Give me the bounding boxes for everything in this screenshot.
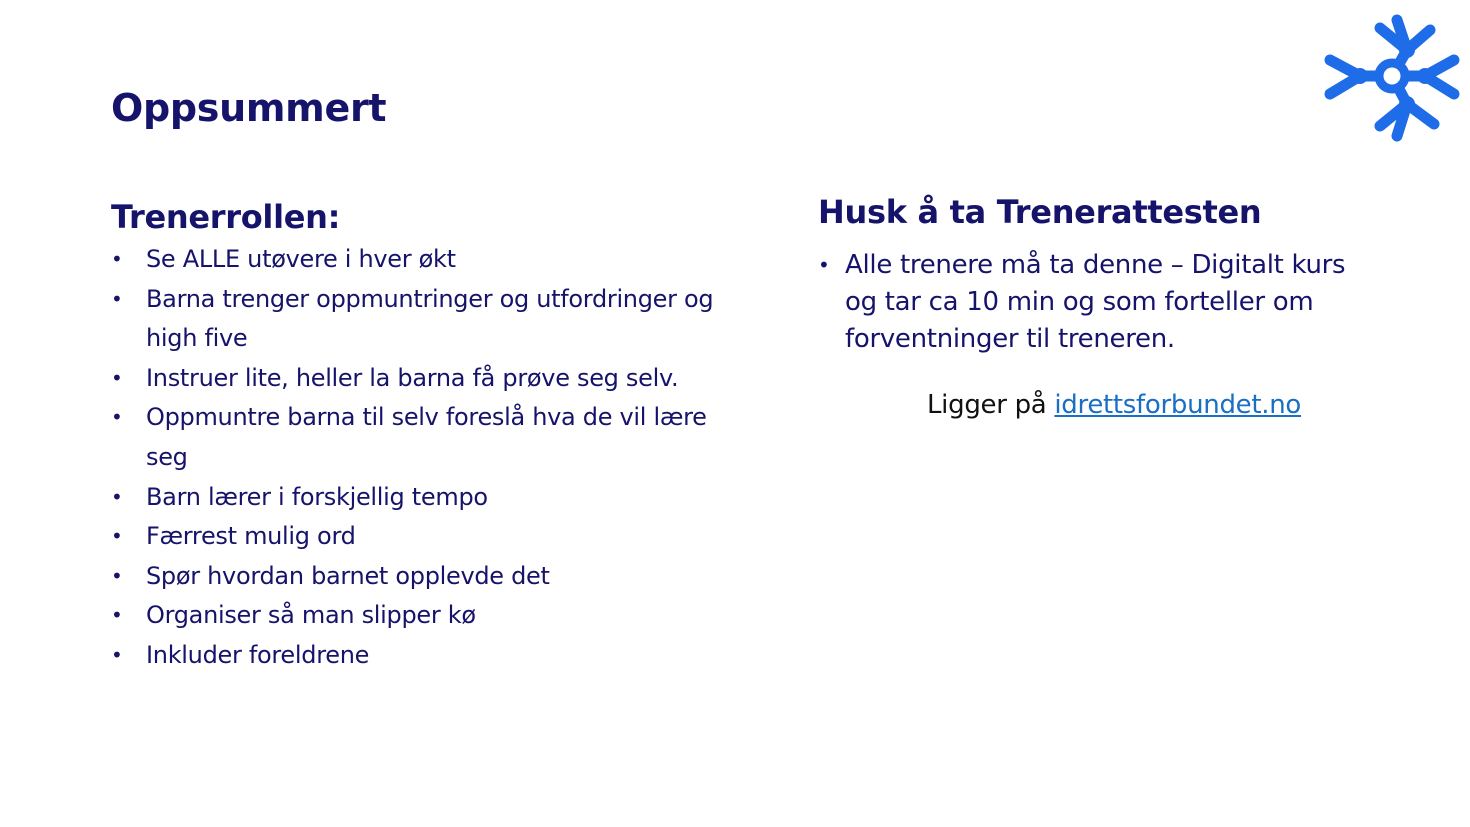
slide-title: Oppsummert: [111, 86, 387, 130]
bullet-icon: •: [111, 524, 123, 549]
bullet-icon: •: [111, 286, 123, 311]
list-item: • Alle trenere må ta denne – Digitalt kurs og tar ca 10 min og som forteller om forventninger til treneren.: [818, 247, 1378, 358]
idrettsforbundet-link[interactable]: idrettsforbundet.no: [1054, 390, 1302, 420]
certificate-heading: Husk å ta Trenerattesten: [818, 193, 1262, 231]
trainer-role-list: [111, 240, 751, 676]
list-item: • Oppmuntre barna til selv foreslå hva de vil lære seg: [111, 398, 751, 477]
list-item: • Se ALLE utøvere i hver økt: [111, 240, 751, 280]
list-item: • Inkluder foreldrene: [111, 636, 751, 676]
bullet-icon: •: [111, 484, 123, 509]
list-item: • Instruer lite, heller la barna få prøve seg selv.: [111, 359, 751, 399]
list-item: • Barn lærer i forskjellig tempo: [111, 478, 751, 518]
snowflake-icon: [1322, 10, 1462, 146]
trainer-role-heading: Trenerrollen:: [111, 198, 341, 236]
list-item: • Barna trenger oppmuntringer og utfordringer og high five: [111, 280, 751, 359]
bullet-icon: •: [111, 563, 123, 588]
bullet-icon: •: [111, 247, 123, 271]
trainer-role-section: [111, 198, 751, 676]
list-item: • Spør hvordan barnet opplevde det: [111, 557, 751, 597]
bullet-icon: •: [111, 642, 123, 667]
bullet-icon: •: [818, 253, 830, 277]
list-item: • Færrest mulig ord: [111, 517, 751, 557]
list-item: • Organiser så man slipper kø: [111, 596, 751, 636]
link-prefix: Ligger på: [927, 390, 1055, 420]
link-line: [927, 390, 1301, 420]
bullet-icon: •: [111, 603, 123, 628]
bullet-icon: •: [111, 405, 123, 430]
certificate-list: [818, 247, 1378, 358]
certificate-section: [818, 193, 1378, 358]
bullet-icon: •: [111, 365, 123, 390]
